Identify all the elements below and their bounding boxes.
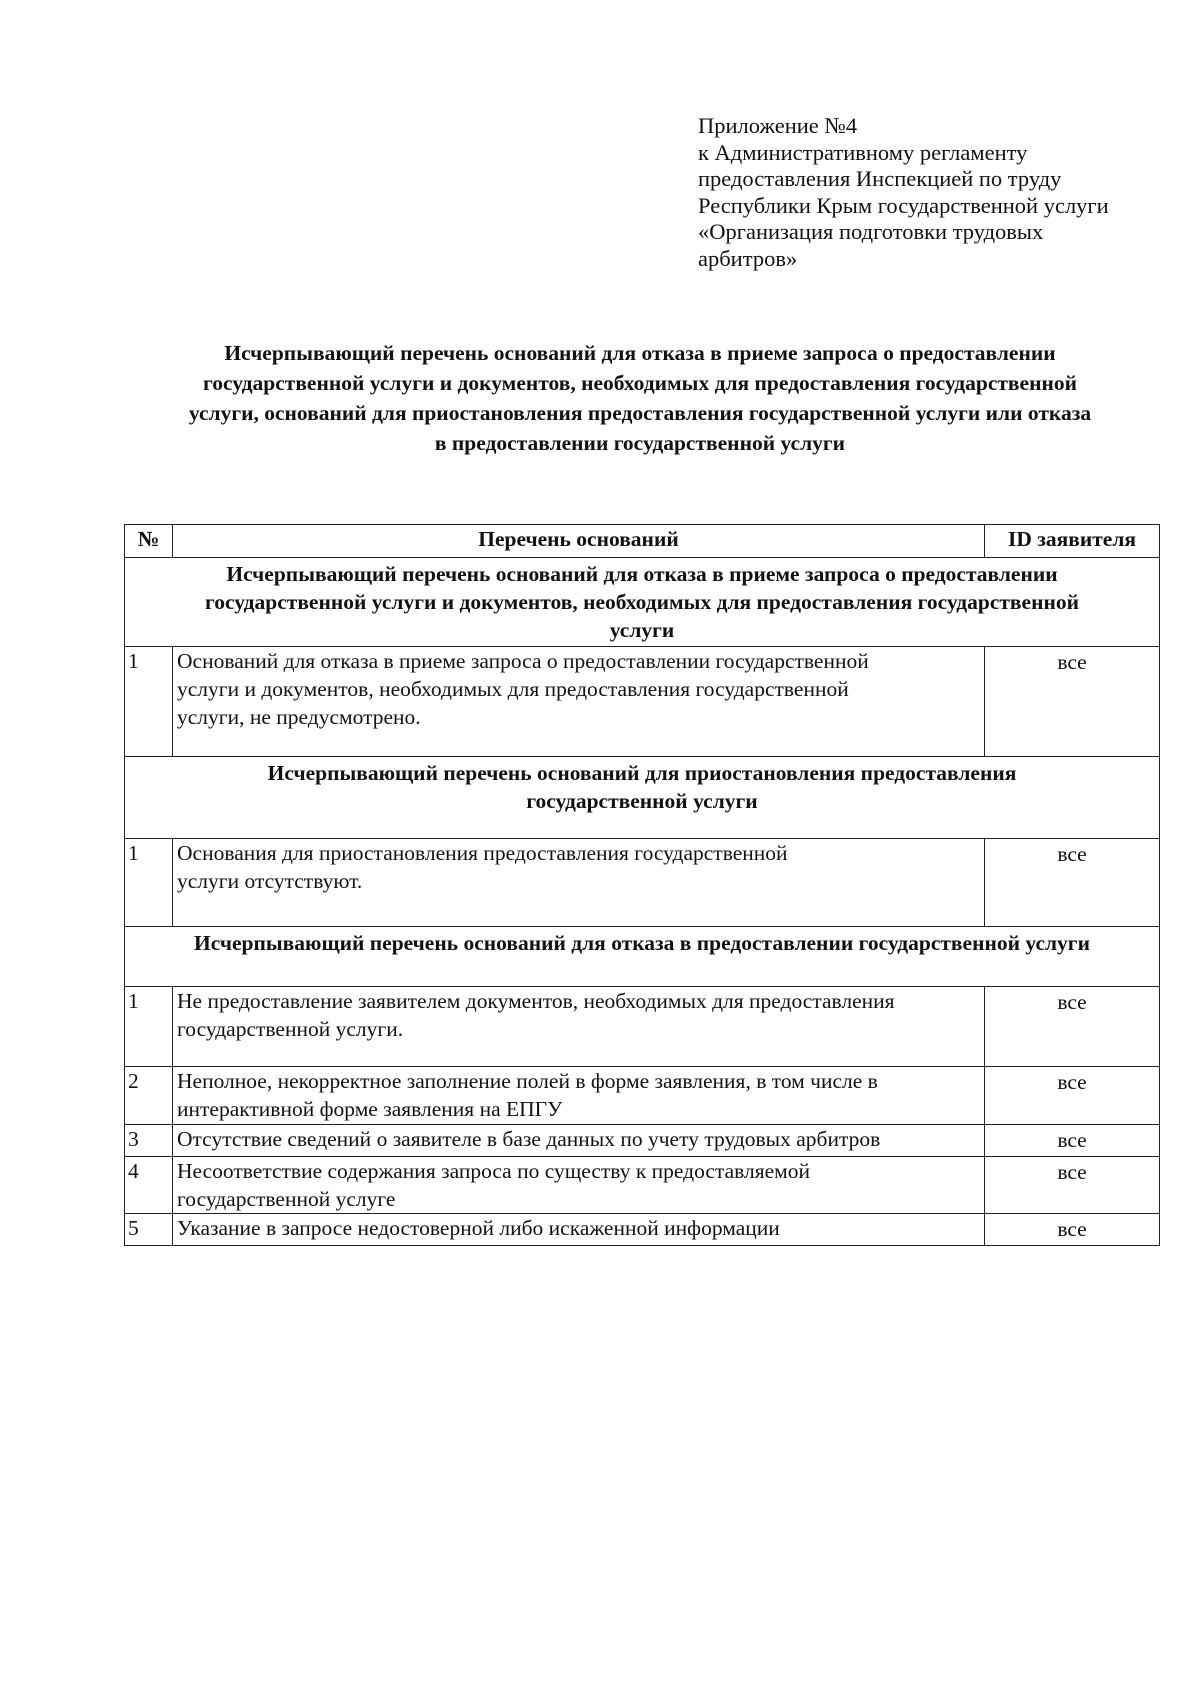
appendix-line: Приложение №4 (698, 113, 858, 138)
section-row (125, 927, 1160, 987)
row-number: 2 (125, 1067, 173, 1125)
section-row (125, 757, 1160, 839)
table-row (125, 839, 1160, 927)
table-header-row (125, 525, 1160, 558)
row-description (173, 1067, 985, 1125)
appendix-line: к Административному регламенту (698, 139, 1028, 165)
description-line: государственной услуги. (177, 1017, 404, 1041)
row-number: 1 (125, 987, 173, 1067)
table-row (125, 987, 1160, 1067)
row-number: 1 (125, 839, 173, 927)
section-title-refusal-reception (125, 558, 1160, 647)
description-line: Оснований для отказа в приеме запроса о предоставлении государственной (177, 649, 869, 673)
section-title-line: Исчерпывающий перечень оснований для приостановления предоставления (267, 761, 1017, 785)
grounds-table (124, 524, 1160, 1246)
row-applicant-id: все (985, 839, 1160, 927)
section-title-line: государственной услуги и документов, необходимых для предоставления государственной (205, 590, 1079, 614)
row-number: 5 (125, 1214, 173, 1246)
title-line: в предоставлении государственной услуги (434, 431, 846, 455)
row-applicant-id: все (985, 987, 1160, 1067)
appendix-line: предоставления Инспекцией по труду (698, 166, 1062, 191)
table-row (125, 1067, 1160, 1125)
section-title-refusal-service (125, 927, 1160, 987)
title-line: государственной услуги и документов, необходимых для предоставления государственной (203, 371, 1077, 395)
row-applicant-id: все (985, 1214, 1160, 1246)
section-title-line: Исчерпывающий перечень оснований для отказа в предоставлении государственной услуги (194, 931, 1090, 955)
appendix-block (698, 113, 1178, 272)
row-number: 3 (125, 1125, 173, 1157)
table-row (125, 647, 1160, 757)
row-number: 4 (125, 1157, 173, 1214)
description-line: Отсутствие сведений о заявителе в базе данных по учету трудовых арбитров (177, 1127, 881, 1151)
header-list: Перечень оснований (173, 525, 985, 558)
description-line: услуги и документов, необходимых для предоставления государственной (177, 677, 849, 701)
title-line: услуги, оснований для приостановления предоставления государственной услуги или отказа (188, 401, 1092, 425)
title-line: Исчерпывающий перечень оснований для отказа в приеме запроса о предоставлении (224, 341, 1056, 365)
appendix-line: «Организация подготовки трудовых (698, 219, 1044, 244)
row-applicant-id: все (985, 1067, 1160, 1125)
table-row (125, 1125, 1160, 1157)
appendix-line: арбитров» (698, 245, 798, 271)
header-num: № (125, 525, 173, 558)
row-applicant-id: все (985, 1125, 1160, 1157)
header-id: ID заявителя (985, 525, 1160, 558)
description-line: Несоответствие содержания запроса по существу к предоставляемой (177, 1159, 811, 1183)
section-title-line: государственной услуги (526, 789, 758, 813)
row-applicant-id: все (985, 647, 1160, 757)
description-line: интерактивной форме заявления на ЕПГУ (177, 1097, 563, 1121)
appendix-line: Республики Крым государственной услуги (698, 192, 1109, 218)
section-title-line: услуги (609, 618, 675, 642)
row-description (173, 1214, 985, 1246)
section-title-suspension (125, 757, 1160, 839)
description-line: услуги, не предусмотрено. (177, 705, 421, 729)
table-row (125, 1157, 1160, 1214)
document-title (110, 338, 1170, 458)
row-description (173, 987, 985, 1067)
row-number: 1 (125, 647, 173, 757)
description-line: Основания для приостановления предоставления государственной (177, 841, 788, 865)
section-row (125, 558, 1160, 647)
row-description (173, 1157, 985, 1214)
description-line: государственной услуге (177, 1187, 396, 1211)
description-line: Не предоставление заявителем документов, необходимых для предоставления (177, 989, 895, 1013)
row-description (173, 1125, 985, 1157)
description-line: услуги отсутствуют. (177, 869, 363, 893)
section-title-line: Исчерпывающий перечень оснований для отказа в приеме запроса о предоставлении (226, 562, 1058, 586)
row-description (173, 647, 985, 757)
table-row (125, 1214, 1160, 1246)
description-line: Указание в запросе недостоверной либо искаженной информации (177, 1216, 780, 1240)
description-line: Неполное, некорректное заполнение полей в форме заявления, в том числе в (177, 1069, 878, 1093)
row-applicant-id: все (985, 1157, 1160, 1214)
row-description (173, 839, 985, 927)
